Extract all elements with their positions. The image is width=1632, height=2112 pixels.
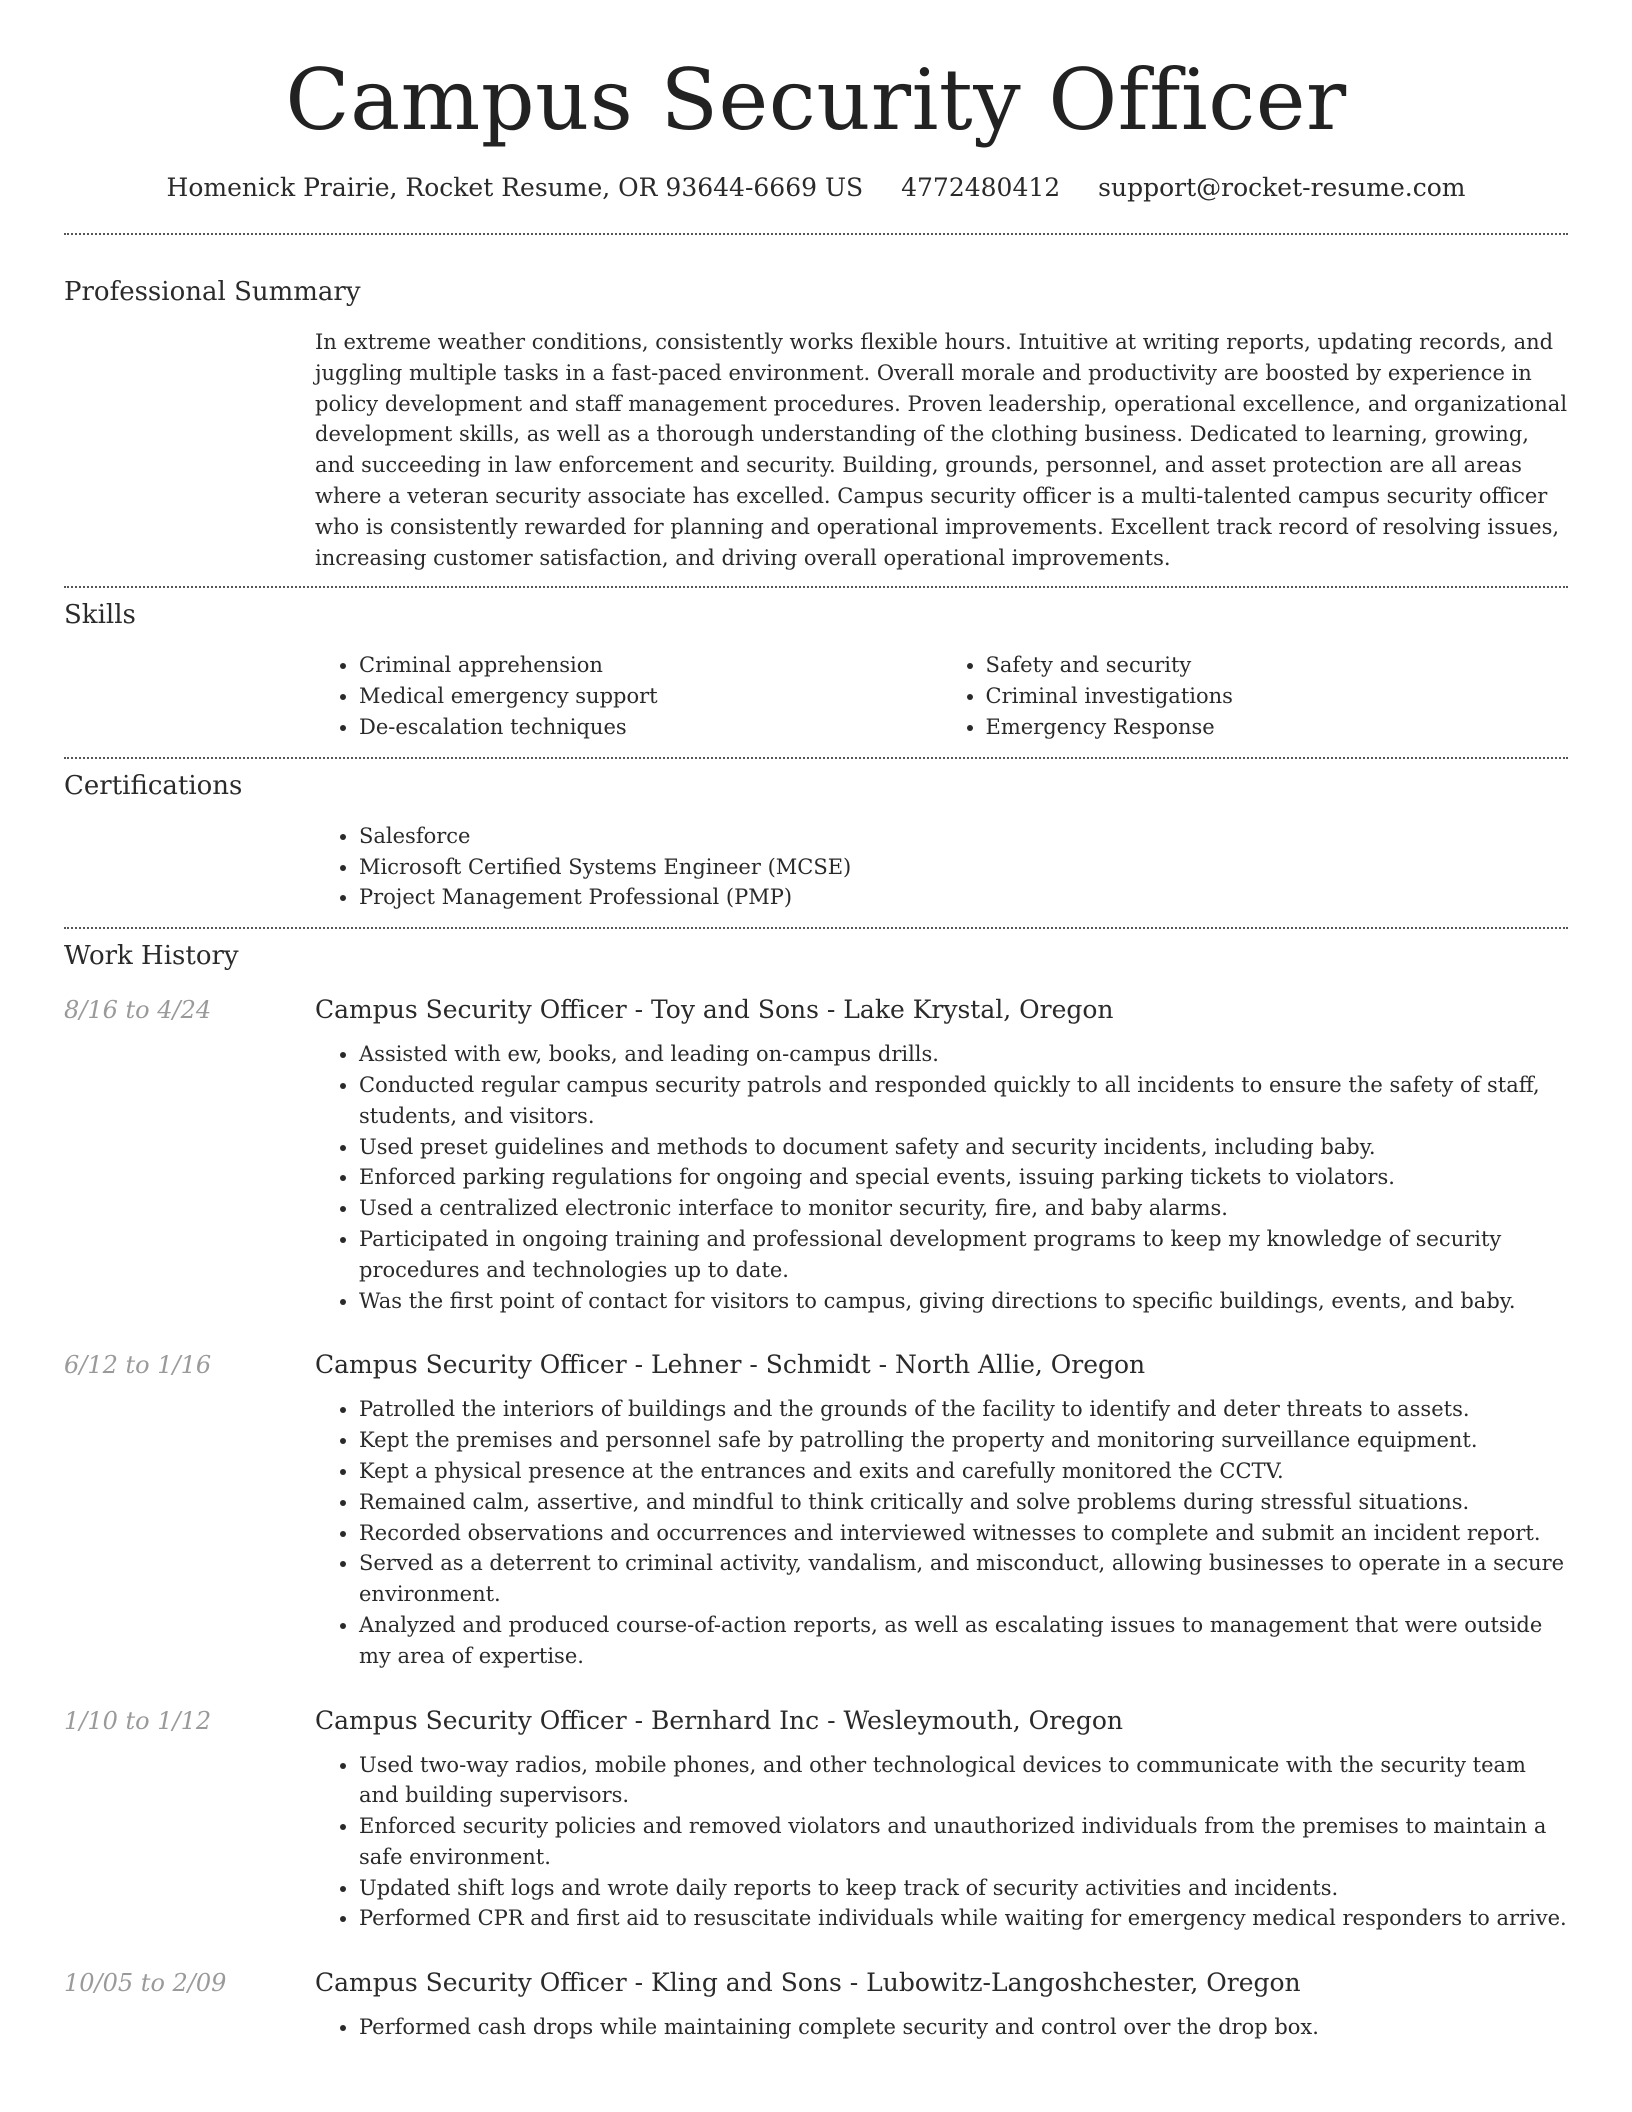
job-duty: • Performed CPR and first aid to resuscitate individuals while waiting for emergency medical responders to arrive. — [359, 1903, 1568, 1934]
resume-header — [0, 0, 1632, 205]
contact-line — [0, 171, 1632, 205]
certification-item: • Salesforce — [359, 821, 1568, 852]
contact-address: Homenick Prairie, Rocket Resume, OR 93644-6669 US — [166, 173, 864, 202]
job-header — [64, 993, 1568, 1027]
job-duties — [315, 2012, 1568, 2043]
job-duty-list — [315, 1394, 1568, 1671]
certification-item: • Microsoft Certified Systems Engineer (MCSE) — [359, 852, 1568, 883]
job-entry — [64, 1348, 1568, 1671]
job-duty: • Enforced security policies and removed violators and unauthorized individuals from the premises to maintain a safe environment. — [359, 1811, 1568, 1873]
job-title: Campus Security Officer - Lehner - Schmidt - North Allie, Oregon — [315, 1350, 1146, 1380]
job-duty: • Used two-way radios, mobile phones, and other technological devices to communicate with the security team and building supervisors. — [359, 1750, 1568, 1812]
skills-list-right — [942, 650, 1569, 742]
job-duty-list — [315, 2012, 1568, 2043]
job-duty: • Remained calm, assertive, and mindful to think critically and solve problems during stressful situations. — [359, 1487, 1568, 1518]
job-duty: • Assisted with ew, books, and leading on-campus drills. — [359, 1039, 1568, 1070]
contact-phone: 4772480412 — [901, 173, 1061, 202]
skills-list-left — [315, 650, 942, 742]
contact-email: support@rocket-resume.com — [1098, 173, 1466, 202]
job-duty: • Patrolled the interiors of buildings and the grounds of the facility to identify and deter threats to assets. — [359, 1394, 1568, 1425]
job-duty: • Enforced parking regulations for ongoing and special events, issuing parking tickets to violators. — [359, 1162, 1568, 1193]
summary-section — [0, 235, 1632, 573]
skill-item: • Safety and security — [986, 650, 1569, 681]
job-duty: • Kept a physical presence at the entrances and exits and carefully monitored the CCTV. — [359, 1456, 1568, 1487]
skills-heading: Skills — [64, 600, 136, 631]
summary-text: In extreme weather conditions, consistently works flexible hours. Intuitive at writing reports, updating records, and juggling multiple tasks in a fast-paced environment. Overall morale and productivity are boosted by experience in policy development and staff management procedures. Proven leadership, operational excellence, and organizational development skills, as well as a thorough understanding of the clothing business. Dedicated to learning, growing, and succeeding in law enforcement and security. Building, grounds, personnel, and asset protection are all areas where a veteran security associate has excelled. Campus security officer is a multi-talented campus security officer who is consistently rewarded for planning and operational improvements. Excellent track record of resolving issues, increasing customer satisfaction, and driving overall operational improvements. — [315, 330, 1568, 570]
job-duties — [315, 1394, 1568, 1671]
job-entry — [64, 993, 1568, 1316]
job-entry — [64, 1704, 1568, 1935]
job-duty: • Performed cash drops while maintaining complete security and control over the drop box. — [359, 2012, 1568, 2043]
job-dates: 1/10 to 1/12 — [64, 1706, 212, 1735]
certifications-list — [315, 821, 1568, 913]
certifications-section — [0, 759, 1632, 913]
skill-item: • De-escalation techniques — [359, 712, 942, 743]
job-duties — [315, 1039, 1568, 1316]
job-duty-list — [315, 1750, 1568, 1935]
work-section — [0, 929, 1632, 2043]
job-duty: • Participated in ongoing training and professional development programs to keep my knowledge of security procedures and technologies up to date. — [359, 1224, 1568, 1286]
skill-item: • Criminal investigations — [986, 681, 1569, 712]
job-entry — [64, 1966, 1568, 2043]
job-header — [64, 1966, 1568, 2000]
job-duty: • Recorded observations and occurrences and interviewed witnesses to complete and submit an incident report. — [359, 1518, 1568, 1549]
summary-content — [315, 327, 1568, 573]
job-duty: • Was the first point of contact for visitors to campus, giving directions to specific buildings, events, and baby. — [359, 1286, 1568, 1317]
certifications-content — [315, 821, 1568, 913]
work-heading: Work History — [64, 941, 239, 972]
certifications-heading: Certifications — [64, 770, 243, 801]
job-duty: • Analyzed and produced course-of-action reports, as well as escalating issues to management that were outside my area of expertise. — [359, 1610, 1568, 1672]
skills-section — [0, 588, 1632, 742]
job-duty: • Conducted regular campus security patrols and responded quickly to all incidents to ensure the safety of staff, students, and visitors. — [359, 1070, 1568, 1132]
job-duty: • Served as a deterrent to criminal activity, vandalism, and misconduct, allowing businesses to operate in a secure environment. — [359, 1548, 1568, 1610]
job-dates: 6/12 to 1/16 — [64, 1351, 212, 1380]
job-dates: 8/16 to 4/24 — [64, 996, 212, 1025]
job-dates: 10/05 to 2/09 — [64, 1969, 227, 1998]
job-duty: • Used a centralized electronic interface to monitor security, fire, and baby alarms. — [359, 1193, 1568, 1224]
job-duties — [315, 1750, 1568, 1935]
job-duty-list — [315, 1039, 1568, 1316]
job-duty: • Kept the premises and personnel safe by patrolling the property and monitoring surveillance equipment. — [359, 1425, 1568, 1456]
job-title: Campus Security Officer - Toy and Sons - Lake Krystal, Oregon — [315, 995, 1114, 1025]
job-duty: • Used preset guidelines and methods to document safety and security incidents, including baby. — [359, 1132, 1568, 1163]
skill-item: • Medical emergency support — [359, 681, 942, 712]
candidate-title: Campus Security Officer — [285, 51, 1347, 149]
skill-item: • Emergency Response — [986, 712, 1569, 743]
job-duty: • Updated shift logs and wrote daily reports to keep track of security activities and incidents. — [359, 1873, 1568, 1904]
certification-item: • Project Management Professional (PMP) — [359, 882, 1568, 913]
job-title: Campus Security Officer - Kling and Sons - Lubowitz-Langoshchester, Oregon — [315, 1968, 1301, 1998]
job-title: Campus Security Officer - Bernhard Inc - Wesleymouth, Oregon — [315, 1705, 1123, 1735]
skill-item: • Criminal apprehension — [359, 650, 942, 681]
summary-heading: Professional Summary — [64, 277, 361, 307]
job-header — [64, 1704, 1568, 1738]
job-header — [64, 1348, 1568, 1382]
skills-content — [315, 650, 1568, 742]
